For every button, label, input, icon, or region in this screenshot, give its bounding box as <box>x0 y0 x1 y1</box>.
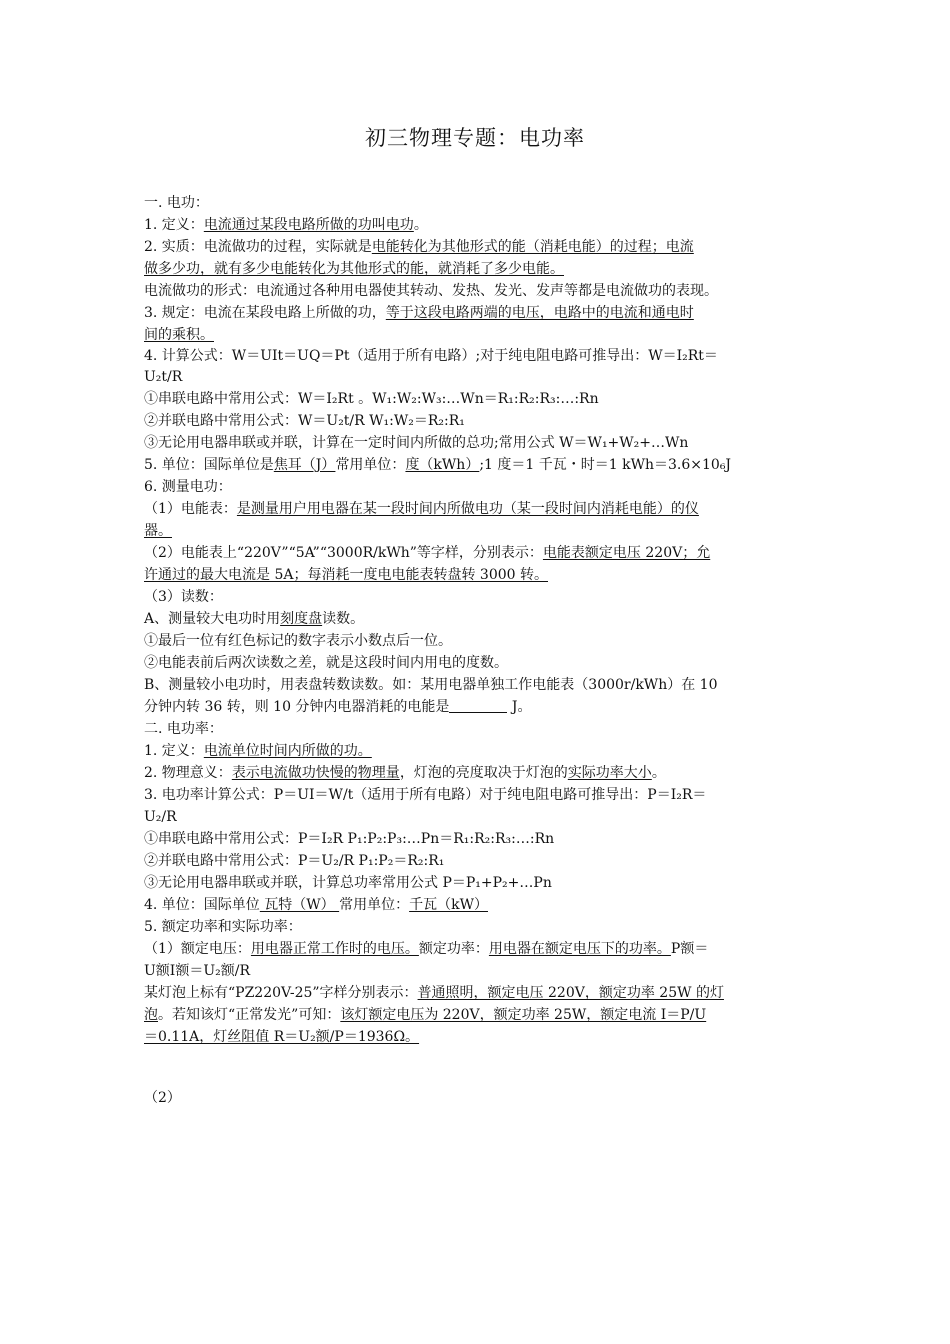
text-segment: 1. 定义： <box>144 217 204 233</box>
text-segment: 电流做功的形式：电流通过各种用电器使其转动、发热、发光、发声等都是电流做功的表现。 <box>144 283 718 299</box>
text-segment: B、测量较小电功时，用表盘转数读数。如：某用电器单独工作电能表（3000r/kWh）在 10 <box>144 677 718 693</box>
text-segment: ，灯泡的亮度取决于灯泡的 <box>399 765 568 781</box>
text-segment: （1）电能表： <box>144 501 237 517</box>
text-line <box>144 895 808 915</box>
text-line <box>144 741 808 761</box>
underlined-text: 瓦特（W） <box>259 897 340 913</box>
text-line <box>144 193 808 213</box>
text-segment: ②电能表前后两次读数之差，就是这段时间内用电的度数。 <box>144 655 508 671</box>
text-line <box>144 1005 808 1025</box>
text-line <box>144 389 808 409</box>
text-line <box>144 829 808 849</box>
text-segment: 某灯泡上标有“PZ220V-25”字样分别表示： <box>144 985 418 1001</box>
text-segment: ①最后一位有红色标记的数字表示小数点后一位。 <box>144 633 452 649</box>
text-segment: 。 <box>413 217 428 233</box>
text-segment: 5. 额定功率和实际功率： <box>144 919 302 935</box>
text-line <box>144 1027 808 1047</box>
text-line <box>144 697 808 717</box>
underlined-text: 等于这段电路两端的电压，电路中的电流和通电时 <box>385 305 694 321</box>
page-title: 初三物理专题：电功率 <box>365 126 585 150</box>
underlined-text: 刻度盘 <box>280 611 323 627</box>
text-segment: ③无论用电器串联或并联，计算总功率常用公式 P＝P₁+P₂+…Pn <box>144 875 552 891</box>
text-segment: 二. 电功率： <box>144 721 223 737</box>
text-line <box>144 237 808 257</box>
text-segment: 。若知该灯“正常发光”可知： <box>158 1007 341 1023</box>
underlined-text: 间的乘积。 <box>144 327 214 343</box>
text-segment: 3. 规定：电流在某段电路上所做的功， <box>144 305 386 321</box>
text-line <box>144 675 808 695</box>
text-segment: （2） <box>144 1090 181 1106</box>
underlined-text: 电能表额定电压 220V；允 <box>542 545 711 561</box>
text-line <box>144 455 808 475</box>
text-segment: （1）额定电压： <box>144 941 251 957</box>
underlined-text: 该灯额定电压为 220V，额定功率 25W，额定电流 I＝P/U <box>340 1007 707 1023</box>
text-segment: U₂t/R <box>144 369 183 385</box>
text-line <box>144 917 808 937</box>
underlined-text: 实际功率大小 <box>567 765 652 781</box>
text-segment: ①串联电路中常用公式：W＝I₂Rt 。W₁:W₂:W₃:…Wn＝R₁:R₂:R₃:…:Rn <box>144 391 599 407</box>
text-segment: 1. 定义： <box>144 743 204 759</box>
text-line <box>144 807 808 827</box>
text-segment: J。 <box>507 699 532 715</box>
text-segment: ②并联电路中常用公式：P＝U₂/R P₁:P₂＝R₂:R₁ <box>144 853 445 869</box>
text-segment: 4. 计算公式：W＝UIt＝UQ＝Pt（适用于所有电路）;对于纯电阻电路可推导出：W＝I₂Rt＝ <box>144 348 718 364</box>
text-line <box>144 499 808 519</box>
text-line <box>144 961 808 981</box>
text-segment: 4. 单位：国际单位 <box>144 897 260 913</box>
underlined-text: 用电器在额定电压下的功率。 <box>488 941 671 957</box>
text-segment: （2）电能表上“220V”“5A”“3000R/kWh”等字样，分别表示： <box>144 545 543 561</box>
text-line <box>144 215 808 235</box>
text-line <box>144 719 808 739</box>
underlined-text: 许通过的最大电流是 5A；每消耗一度电电能表转盘转 3000 转。 <box>144 567 548 583</box>
text-line <box>144 851 808 871</box>
text-line <box>144 631 808 651</box>
text-line <box>144 477 808 497</box>
text-line <box>144 521 808 541</box>
text-line <box>144 763 808 783</box>
text-line <box>144 325 808 345</box>
text-line <box>144 1088 808 1108</box>
text-segment: ③无论用电器串联或并联，计算在一定时间内所做的总功;常用公式 W＝W₁+W₂+…Wn <box>144 435 689 451</box>
text-segment: U额I额＝U₂额/R <box>144 963 250 979</box>
underlined-text: 度（kWh） <box>405 457 480 473</box>
underlined-text: 焦耳（J） <box>273 457 336 473</box>
underlined-text: 电流单位时间内所做的功。 <box>203 743 372 759</box>
underlined-text: ＝0.11A，灯丝阻值 R＝U₂额/P＝1936Ω。 <box>144 1029 420 1045</box>
text-segment: 6. 测量电功： <box>144 479 232 495</box>
text-segment: 3. 电功率计算公式：P＝UI＝W/t（适用于所有电路）对于纯电阻电路可推导出：P＝I₂R＝ <box>144 787 707 803</box>
text-line <box>144 609 808 629</box>
text-line <box>144 281 808 301</box>
text-line <box>144 587 808 607</box>
text-segment: 2. 物理意义： <box>144 765 232 781</box>
text-segment: 一. 电功： <box>144 195 209 211</box>
text-line <box>144 873 808 893</box>
text-segment: 分钟内转 36 转，则 10 分钟内电器消耗的电能是 <box>144 699 450 715</box>
text-line <box>144 653 808 673</box>
text-line <box>144 259 808 279</box>
underlined-text: 做多少功，就有多少电能转化为其他形式的能，就消耗了多少电能。 <box>144 261 564 277</box>
text-line <box>144 411 808 431</box>
text-segment: （3）读数： <box>144 589 223 605</box>
underlined-text: 器。 <box>144 523 172 539</box>
text-segment: 常用单位： <box>335 457 406 473</box>
text-line <box>144 939 808 959</box>
text-line <box>144 367 808 387</box>
text-segment: ②并联电路中常用公式：W＝U₂t/R W₁:W₂＝R₂:R₁ <box>144 413 465 429</box>
text-line <box>144 983 808 1003</box>
underlined-text: 普通照明，额定电压 220V，额定功率 25W 的灯 <box>417 985 724 1001</box>
text-segment: P额＝ <box>670 941 709 957</box>
text-line <box>144 303 808 323</box>
text-segment: 。 <box>651 765 666 781</box>
underlined-text: 泡 <box>144 1007 158 1023</box>
underlined-text: 是测量用户用电器在某一段时间内所做电功（某一段时间内消耗电能）的仪 <box>236 501 699 517</box>
text-segment: 读数。 <box>322 611 365 627</box>
text-segment: A、测量较大电功时用 <box>144 611 281 627</box>
text-segment: 5. 单位：国际单位是 <box>144 457 274 473</box>
text-line <box>144 565 808 585</box>
text-segment: U₂/R <box>144 809 177 825</box>
text-segment: 2. 实质：电流做功的过程，实际就是 <box>144 239 372 255</box>
answer-blank <box>449 698 507 713</box>
underlined-text: 电流通过某段电路所做的功叫电功 <box>203 217 414 233</box>
text-line <box>144 543 808 563</box>
text-line <box>144 433 808 453</box>
text-segment: 常用单位： <box>339 897 410 913</box>
text-line <box>144 346 808 366</box>
underlined-text: 电能转化为其他形式的能（消耗电能）的过程；电流 <box>371 239 694 255</box>
text-segment: 额定功率： <box>418 941 489 957</box>
underlined-text: 用电器正常工作时的电压。 <box>250 941 419 957</box>
underlined-text: 千瓦（kW） <box>409 897 488 913</box>
text-segment: ;1 度＝1 千瓦・时＝1 kWh＝3.6×10₆J <box>479 457 732 473</box>
underlined-text: 表示电流做功快慢的物理量 <box>231 765 400 781</box>
text-segment: ①串联电路中常用公式：P＝I₂R P₁:P₂:P₃:…Pn＝R₁:R₂:R₃:…:Rn <box>144 831 555 847</box>
text-line <box>144 785 808 805</box>
